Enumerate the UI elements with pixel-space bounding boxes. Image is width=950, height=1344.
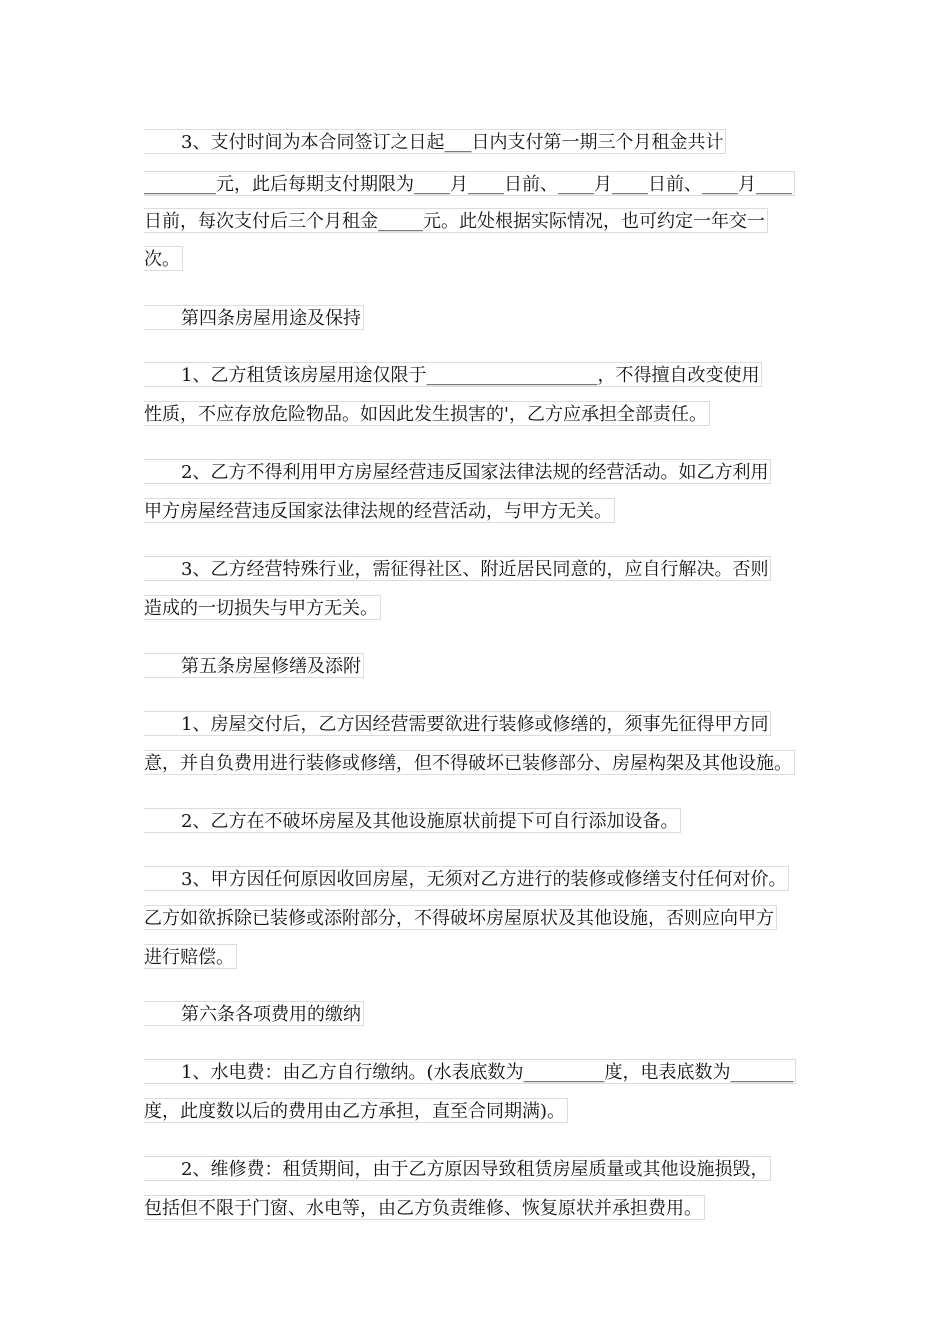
text-line: 3、乙方经营特殊行业，需征得社区、附近居民同意的，应自行解决。否则 (144, 556, 771, 581)
text-line: 包括但不限于门窗、水电等，由乙方负责维修、恢复原状并承担费用。 (144, 1195, 705, 1220)
text-line: 度，此度数以后的费用由乙方承担，直至合同期满)。 (144, 1098, 568, 1123)
section-heading: 第五条房屋修缮及添附 (144, 653, 364, 678)
text-line: 乙方如欲拆除已装修或添附部分，不得破坏房屋原状及其他设施，否则应向甲方 (144, 905, 777, 930)
text-line: 1、水电费：由乙方自行缴纳。(水表底数为_________度，电表底数为_______ (144, 1059, 796, 1084)
text-line: 2、乙方不得利用甲方房屋经营违反国家法律法规的经营活动。如乙方利用 (144, 459, 771, 484)
text-line: 性质，不应存放危险物品。如因此发生损害的'，乙方应承担全部责任。 (144, 401, 710, 426)
text-line: 3、支付时间为本合同签订之日起___日内支付第一期三个月租金共计 (144, 129, 726, 154)
text-line: 进行赔偿。 (144, 944, 237, 969)
text-line: 甲方房屋经营违反国家法律法规的经营活动，与甲方无关。 (144, 498, 615, 523)
section-heading: 第六条各项费用的缴纳 (144, 1001, 364, 1026)
text-line: 次。 (144, 246, 183, 271)
text-line: 2、维修费：租赁期间，由于乙方原因导致租赁房屋质量或其他设施损毁， (144, 1156, 771, 1181)
text-line: 3、甲方因任何原因收回房屋，无须对乙方进行的装修或修缮支付任何对价。 (144, 866, 789, 891)
text-line: 2、乙方在不破坏房屋及其他设施原状前提下可自行添加设备。 (144, 808, 681, 833)
text-line: 意，并自负费用进行装修或修缮，但不得破坏已装修部分、房屋构架及其他设施。 (144, 750, 795, 775)
text-line: 1、房屋交付后，乙方因经营需要欲进行装修或修缮的，须事先征得甲方同 (144, 711, 771, 736)
text-line: ________元，此后每期支付期限为____月____日前、____月____日前、____月____ (144, 171, 795, 196)
text-line: 造成的一切损失与甲方无关。 (144, 595, 381, 620)
text-line: 1、乙方租赁该房屋用途仅限于___________________，不得擅自改变使用 (144, 362, 762, 387)
section-heading: 第四条房屋用途及保持 (144, 305, 364, 330)
text-line: 日前，每次支付后三个月租金_____元。此处根据实际情况，也可约定一年交一 (144, 208, 768, 233)
